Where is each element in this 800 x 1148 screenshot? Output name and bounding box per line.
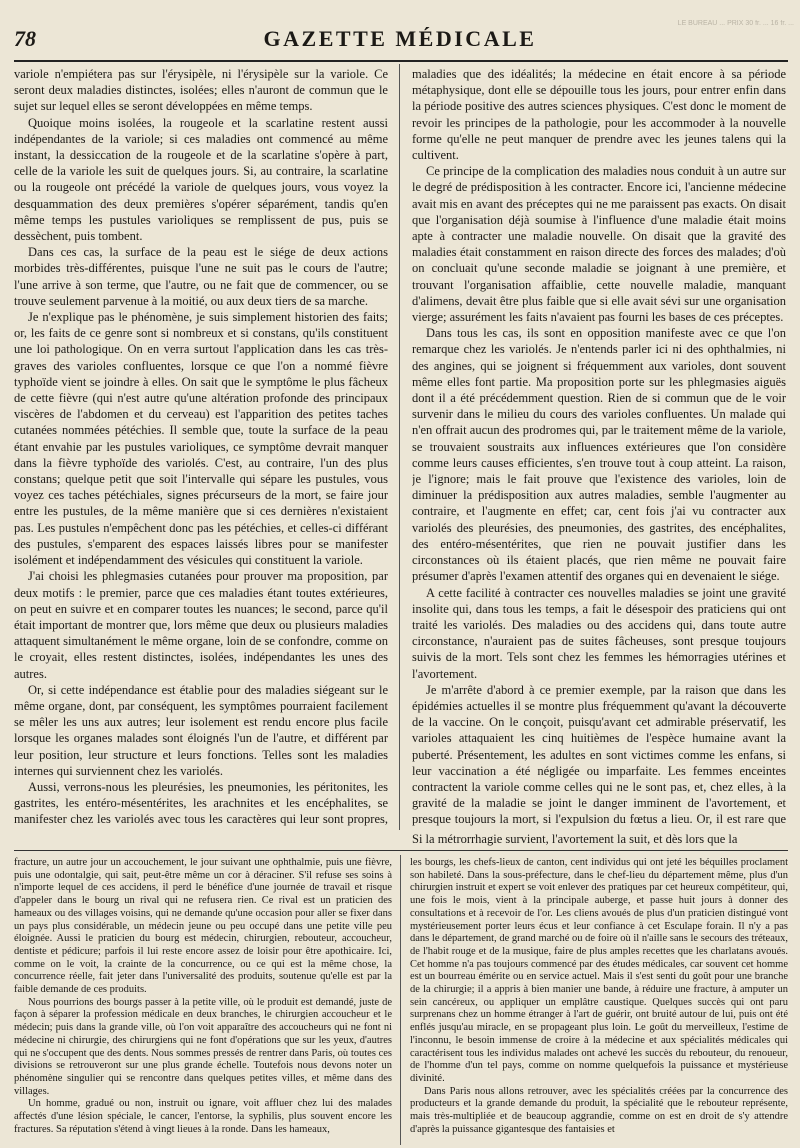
page-header [0, 20, 800, 56]
feuilleton-divider [400, 855, 401, 1145]
paragraph: Je n'explique pas le phénomène, je suis simplement historien des faits; or, les faits de ce genre sont si nombreux et si constans, qu'ils constituent une loi pathologique. On en verra surtout l'application dans les cas très-graves des varioles confluentes, lorsque ce que l'on a nommé fièvre typhoïde vient se joindre à elles. On sait que le symptôme le plus fâcheux de cette fièvre (qui n'est autre qu'une altération profonde des principaux viscères de l'abdomen et du cerveau) est l'apparition des petites taches cutanées nommées pétéchies. Il semble que, toute la surface de la peau étant envahie par les pustules varioliques, ce symptôme devrait manquer dans la fièvre typhoïde des variolés. C'est, au contraire, l'un des plus constans; quelque petit que soit l'intervalle qui sépare les pustules, vous voyez ces taches pétéchiales, signes précurseurs de la mort, se faire jour entre les pustules, de la même manière que si ces dernières n'existaient pas. Les pustules n'empêchent donc pas les pétéchies, et celles-ci différant des pustules, s'emparent des espaces laissés libres pour se manifester isolément et indépendamment des vésicules qui constituent la variole. [14, 310, 388, 568]
paragraph: maladies que des idéalités; la médecine en était encore à sa période métaphysique, dont elle se dépouille tous les jours, pour entrer enfin dans la période positive des autres sciences physiques. C'est donc le moment de revoir les principes de la pathologie, pour les accommoder à la nouvelle forme qu'elle ne peut manquer de prendre avec les jeunes talens qui la cultivent. [412, 67, 786, 163]
paragraph: Un homme, gradué ou non, instruit ou ignare, voit affluer chez lui des malades affectés d'une lésion spéciale, le cancer, l'entorse, la syphilis, plus souvent encore les fractures. Sa réputation s'étend à vingt lieues à la ronde. Dans les hameaux, [14, 1098, 392, 1135]
paragraph: variole n'empiétera pas sur l'érysipèle, ni l'érysipèle sur la variole. Ce seront deux maladies distinctes, isolées; elles n'auront de commun que le sujet sur lequel elles se seront développées en même temps. [14, 67, 388, 114]
column-divider [399, 64, 400, 830]
feuilleton-column-right [410, 857, 788, 1142]
paragraph: Quoique moins isolées, la rougeole et la scarlatine restent aussi indépendantes de la variole; si ces maladies ont commencé au même instant, la dessiccation de la rougeole et de la scarlatine s'opère à part, celle de la variole les suit de quelques jours. Si, au contraire, la scarlatine ou la rougeole ont précédé la variole de quelques jours, vous voyez la desquammation des deux premières s'opérer séparément, tandis qu'en même temps les pustules varioliques se remplissent de pus, puis se dessèchent, puis tombent. [14, 115, 388, 244]
continuation-line: Si la métrorrhagie survient, l'avortement la suit, et dès lors que la [412, 832, 738, 846]
feuilleton-column-left [14, 857, 392, 1142]
paragraph: Aussi, verrons-nous les pleurésies, les pneumonies, les péritonites, les gastrites, les entéro-mésentérites, les arachnites et les encéphalites, se manifester chez les variolés avec tous les caractères qui leur sont propres, [14, 779, 388, 826]
journal-title: GAZETTE MÉDICALE [263, 26, 537, 51]
paragraph: Nous pourrions des bourgs passer à la petite ville, où le produit est demandé, juste de façon à séparer la profession médicale en deux branches, le chirurgien accoucheur et le médecin; puis dans la grande ville, où l'on voit apparaître des accoucheurs qui ne font ni médecine ni chirurgie, des chirurgiens qui ne font d'opérations que sur les yeux, d'autres qui ne s'occupent que des dents. Nous sommes pressés de rentrer dans Paris, où toutes ces divisions se retrouveront sur une plus grande échelle. Toutefois nous devons noter un phénomène singulier qui se rencontre dans quelques petites villes, et même dans des villages. [14, 996, 392, 1097]
paragraph: Je m'arrête d'abord à ce premier exemple, par la raison que dans les épidémies actuelles il se montre plus fréquemment qu'avant la découverte de la vaccine. On le conçoit, puisqu'avant cet admirable préservatif, les varioles attaquaient les cinq huitièmes de l'espèce humaine avant la puberté. Présentement, les adultes en sont victimes comme les enfans, si leur vaccination a été négligée ou imparfaite. Les femmes enceintes contractent la variole comme celles qui ne le sont pas, et, chez elles, à la gravité de la maladie se joint le danger imminent de l'avortement, et presque toujours la mort, si l'expulsion du fœtus a lieu. Or, il est rare que [412, 682, 786, 826]
paragraph: fracture, un autre jour un accouchement, le jour suivant une ophthalmie, puis une fièvre, puis une odontalgie, qui sait, peut-être même un cor à déraciner. S'il refuse ses soins à n'importe lequel de ces accidens, il perd le bénéfice d'une journée de travail et risque d'appeler dans le bourg un rival qui ne refusera rien. Ce rival est un praticien des hameaux ou des villages voisins, qui ne demande qu'une occasion pour aller se fixer dans un pays plus considérable, un médecin jeune ou peu occupé dans une petite ville peu éloignée. Aussi le praticien du bourg est médecin, chirurgien, rebouteur, accoucheur, dentiste et pédicure; parfois il lui reste encore assez de loisir pour être apothicaire. Ici, comme on le voit, la crainte de la concurrence, ou ce qui est la même chose, la concurrence réelle, fait jeter dans l'universalité des produits, soutenue qu'elle est par la faible demande de ces produits. [14, 857, 392, 996]
paragraph: les bourgs, les chefs-lieux de canton, cent individus qui ont jeté les béquilles proclament son habileté. Dans la sous-préfecture, dans le chef-lieu du département même, plus d'un chirurgien instruit et expert se voit enlever des pratiques par cet heureux compétiteur, qui, une fois le mois, vient à la principale auberge, et passe huit jours à donner des consultations et à recevoir de l'or. Les cliens avoués de plus d'un praticien distingué vont mystérieusement porter leurs écus et leur confiance à cet Esculape forain. Il n'y a pas dans le département, de grand marché ou de foire où il n'aille sans le secours des tréteaux, de l'habit rouge et de la musique, faire de plus amples recettes que les charlatans avoués. Cet homme n'a pas toujours commencé par des études médicales, car souvent cet homme est un bourreau émérite ou en service actuel. Mais il s'est senti du goût pour une branche de la chirurgie; il a appris à bien manier une bande, à réduire une fracture, à amputer un sein cancéreux, ou appliquer un emplâtre caustique. Quelques succès qui ont paru surprenans chez un homme étranger à l'art de guérir, ont bruité autour de lui, puis ont été enflés jusqu'au miracle, en se propageant plus loin. Le goût du merveilleux, l'estime de l'inconnu, le besoin immense de croire à la médecine et aux spécialités médicales qui caractérisent tous les individus malades ont achevé les succès du rebouteur, du renoueur, de l'homme d'un tel pays, comme on nomme quelquefois la puissance et mystérieuse divinité. [410, 857, 788, 1084]
paragraph: J'ai choisi les phlegmasies cutanées pour prouver ma proposition, par deux motifs : le premier, parce que ces maladies étant toutes extérieures, on peut en suivre et en comparer toutes les nuances; le second, parce qu'il était important de montrer que, lors même que deux ou plusieurs maladies attaquent simultanément le même organe, loin de se confondre, comme on le croyait, elles restent distinctes, isolées, indépendantes les unes des autres. [14, 569, 388, 681]
article-column-right [412, 66, 786, 826]
paragraph: Dans tous les cas, ils sont en opposition manifeste avec ce que l'on remarque chez les variolés. Je n'entends parler ici ni des ophthalmies, ni des angines, qui se joignent si fréquemment aux varioles, dont souvent même elles font partie. Ma proposition porte sur les phlegmasies aiguës dont il a été précédemment question. Rien de si commun que de le voir survenir dans le milieu du cours des varioles confluentes. Un malade qui n'en offrait aucun des prodromes qui, par le traitement même de la variole, se trouvaient soustraits aux influences extérieures que l'on considère comme leurs causes efficientes, s'en trouve tout à coup atteint. La raison, je l'ignore; mais le fait prouve que l'existence des varioles, loin de diminuer la prédisposition aux autres maladies, semble l'augmenter au contraire, et l'augmente en effet; car, cent fois j'ai vu contracter aux variolés des pleurésies, des pneumonies, des gastrites, des encéphalites, des entéro-mésentérites, que rien ne pouvait justifier dans les circonstances où ils étaient placés, que rien même ne pouvait faire présumer d'après l'examen attentif des organes qui en devenaient le siége. [412, 326, 786, 584]
paragraph: Dans Paris nous allons retrouver, avec les spécialités créées par la concurrence des producteurs et la grande demande du produit, la spécialité que le rebouteur représente, mais très-multipliée et de beaucoup aggrandie, comme on est en droit de s'y attendre d'après la puissance gigantesque des fantaisies et [410, 1085, 788, 1135]
feuilleton-rule [14, 850, 788, 851]
subscription-box: LE BUREAU ... PRIX 30 fr. ... 16 fr. ... [677, 20, 794, 27]
header-rule [14, 60, 788, 62]
article-column-left [14, 66, 388, 826]
paragraph: Dans ces cas, la surface de la peau est le siége de deux actions morbides très-différentes, puisque l'une ne suit pas le cours de l'autre; l'une arrive à son terme, que l'autre, ou ne fait que de commencer, ou se trouve seulement parvenue à la moitié, ou aux deux tiers de sa marche. [14, 245, 388, 308]
paragraph: A cette facilité à contracter ces nouvelles maladies se joint une gravité insolite qui, dans tous les temps, a fait le désespoir des praticiens qui ont traité les variolés. Des maladies ou des accidens qui, dans toute autre circonstance, n'auraient pas de suites fâcheuses, sont presque toujours suivis de la mort. Tels sont chez les femmes les hémorragies utérines et l'avortement. [412, 585, 786, 681]
paragraph: Ce principe de la complication des maladies nous conduit à un autre sur le degré de prédisposition à les contracter. Encore ici, l'ancienne médecine avait mis en avant des préceptes qui ne me paraissent pas exacts. On disait que l'organisation déjà soumise à l'influence d'une maladie était moins apte à contracter une maladie nouvelle. On disait que la gravité des maladies était constamment en raison directe des forces des malades; d'où on concluait qu'une seconde maladie se joignant à une première, et trouvant l'organisation affaiblie, cette nouvelle maladie, manquant d'alimens, devait être plus faible que si elle avait sévi sur une organisation vierge; assurément les faits n'avaient pas fourni les bases de ces préceptes. [412, 164, 786, 325]
paragraph: Or, si cette indépendance est établie pour des maladies siégeant sur le même organe, dont, par conséquent, les symptômes pourraient facilement se mêler les uns aux autres; leur isolement est rendu encore plus facile lorsque les organes malades sont éloignés l'un de l'autre, et différent par leur position, leur structure et leurs fonctions. Telles sont les maladies internes qui surviennent chez les variolés. [14, 682, 388, 778]
page-number: 78 [14, 26, 36, 51]
